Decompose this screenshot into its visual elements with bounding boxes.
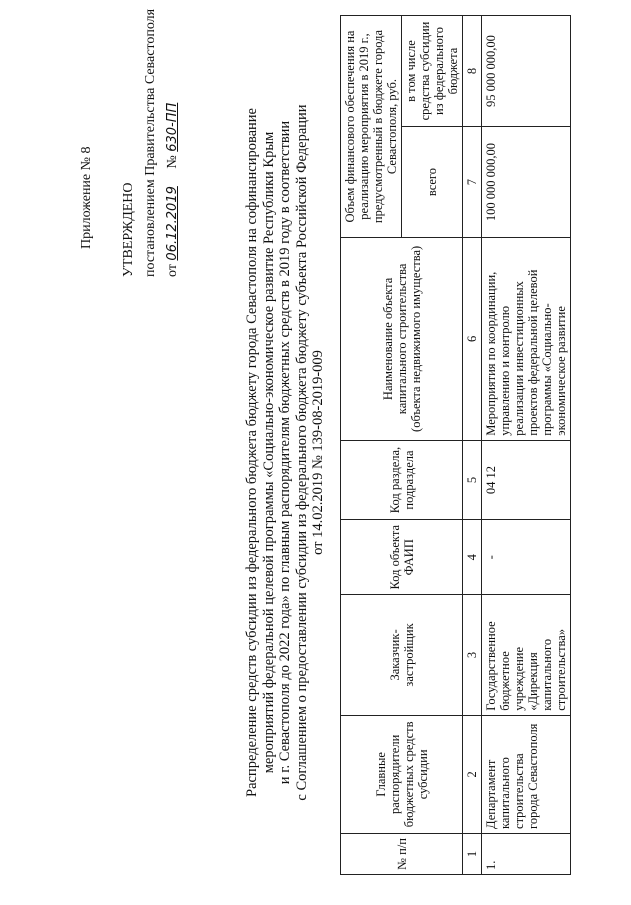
table-header-row xyxy=(341,16,402,875)
row-federal: 95 000 000,00 xyxy=(482,16,571,127)
header-total: всего xyxy=(402,127,463,238)
column-number: 5 xyxy=(463,440,482,520)
column-number: 4 xyxy=(463,520,482,595)
approved-by: постановлением Правительства Севастополя xyxy=(143,8,158,277)
header-customer: Заказчик-застройщик xyxy=(341,595,463,716)
row-faip-code: - xyxy=(482,520,571,595)
column-number: 7 xyxy=(463,127,482,238)
heading-line: Распределение средств субсидии из федерального бюджета бюджету города Севастополя на софинансирование xyxy=(244,108,260,797)
appendix-number: Приложение № 8 xyxy=(79,146,94,249)
header-funding: Объем финансового обеспечения на реализацию мероприятия в 2019 г., предусмотренный в бюджете города Севастополя, руб. xyxy=(341,16,402,238)
column-number: 1 xyxy=(463,833,482,874)
table-row xyxy=(482,16,571,875)
column-number: 8 xyxy=(463,16,482,127)
heading-line: мероприятий федеральной целевой программы «Социально-экономическое развитие Республики Крым xyxy=(260,131,277,774)
header-faip-code: Код объекта ФАИП xyxy=(341,520,463,595)
heading-line: от 14.02.2019 № 139-08-2019-009 xyxy=(310,350,326,555)
table-number-row xyxy=(463,16,482,875)
heading-line: с Соглашением о предоставлении субсидии из федерального бюджета бюджету субъекта Российской Федерации xyxy=(293,104,310,801)
heading-line: и г. Севастополя до 2022 года» по главным распорядителям бюджетных средств в 2019 году в соответствии xyxy=(277,120,293,785)
header-section-code: Код раздела, подраздела xyxy=(341,440,463,520)
row-customer: Государственное бюджетное учреждение «Дирекция капитального строительства» xyxy=(482,595,571,716)
row-total: 100 000 000,00 xyxy=(482,127,571,238)
document-heading xyxy=(244,30,327,875)
header-number: № п/п xyxy=(341,833,463,874)
header-object-name: Наименование объекта капитального строительства (объекта недвижимого имущества) xyxy=(341,238,463,441)
number-prefix: № xyxy=(165,155,180,169)
row-section-code: 04 12 xyxy=(482,440,571,520)
approval-date-line xyxy=(162,27,184,277)
row-object-name: Мероприятия по координации, управлению и контролю реализации инвестиционных проектов федеральной целевой программы «Социально-экономическое развитие xyxy=(482,238,571,441)
approval-number: 630-ПП xyxy=(165,102,180,152)
column-number: 2 xyxy=(463,715,482,833)
approval-date: 06.12.2019 xyxy=(165,186,180,261)
row-number: 1. xyxy=(482,833,571,874)
header-federal: в том числе средства субсидии из федерального бюджета xyxy=(402,16,463,127)
header-distributor: Главные распорядители бюджетных средств субсидии xyxy=(341,715,463,833)
date-prefix: от xyxy=(165,264,180,277)
column-number: 6 xyxy=(463,238,482,441)
approved-label: УТВЕРЖДЕНО xyxy=(121,182,136,277)
approval-block xyxy=(76,8,184,277)
column-number: 3 xyxy=(463,595,482,716)
distribution-table xyxy=(340,15,571,875)
row-distributor: Департамент капитального строительства города Севастополя xyxy=(482,715,571,833)
